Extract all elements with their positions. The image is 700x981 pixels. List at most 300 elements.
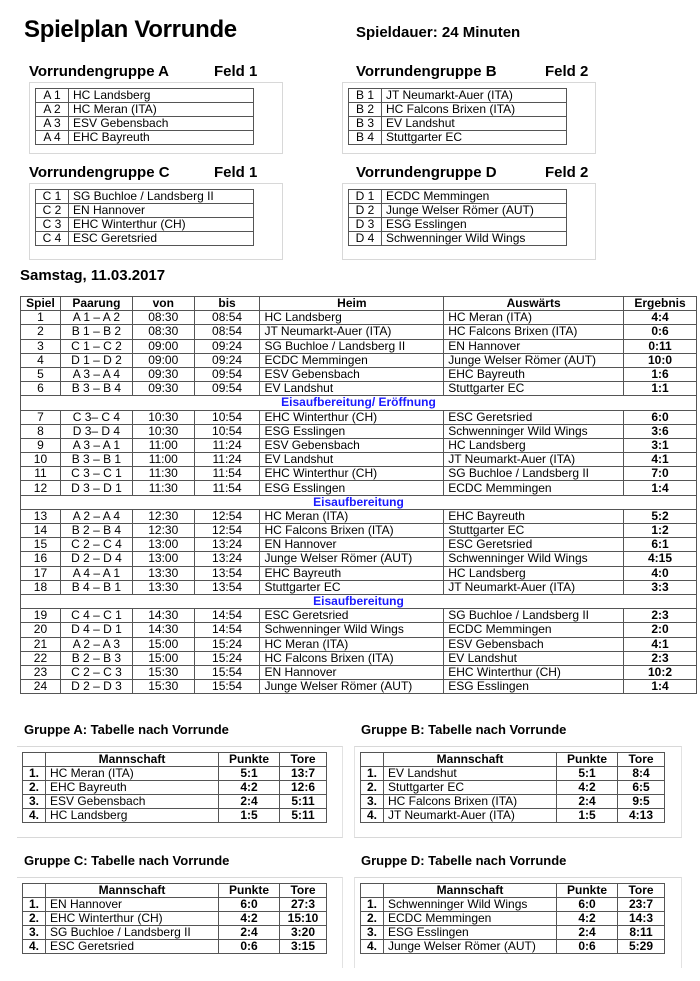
standings-header-row — [361, 753, 665, 767]
team-name: EHC Bayreuth — [69, 131, 254, 145]
group-d-box — [342, 183, 596, 260]
team-name: Stuttgarter EC — [382, 131, 567, 145]
game-number: 3 — [21, 339, 61, 353]
rank: 1. — [23, 898, 46, 912]
standings-d-table — [360, 883, 665, 954]
team-code: A 3 — [36, 117, 69, 131]
game-number: 14 — [21, 524, 61, 538]
standings-row — [361, 912, 665, 926]
group-team-row — [36, 232, 254, 246]
points: 2:4 — [557, 795, 618, 809]
goals: 5:11 — [280, 795, 327, 809]
col-header-position — [23, 884, 46, 898]
game-row — [21, 609, 697, 623]
col-header-goals: Tore — [618, 753, 665, 767]
end-time: 09:24 — [194, 339, 260, 353]
end-time: 12:54 — [194, 524, 260, 538]
away-team: EHC Winterthur (CH) — [444, 665, 624, 679]
home-team: Junge Welser Römer (AUT) — [260, 552, 444, 566]
team-name: SG Buchloe / Landsberg II — [46, 926, 219, 940]
team-name: HC Falcons Brixen (ITA) — [384, 795, 557, 809]
result: 4:1 — [624, 637, 697, 651]
game-number: 8 — [21, 424, 61, 438]
result: 0:11 — [624, 339, 697, 353]
game-row — [21, 325, 697, 339]
away-team: JT Neumarkt-Auer (ITA) — [444, 580, 624, 594]
goals: 4:13 — [618, 809, 665, 823]
end-time: 11:24 — [194, 453, 260, 467]
end-time: 10:54 — [194, 424, 260, 438]
standings-row — [23, 767, 327, 781]
rank: 2. — [23, 781, 46, 795]
rank: 4. — [23, 940, 46, 954]
result: 3:6 — [624, 424, 697, 438]
team-code: D 4 — [349, 232, 382, 246]
start-time: 08:30 — [132, 325, 194, 339]
standings-row — [361, 940, 665, 954]
rank: 3. — [361, 795, 384, 809]
game-number: 9 — [21, 438, 61, 452]
standings-header-row — [361, 884, 665, 898]
team-name: EV Landshut — [382, 117, 567, 131]
game-number: 21 — [21, 637, 61, 651]
game-number: 6 — [21, 382, 61, 396]
pairing: A 2 – A 3 — [60, 637, 132, 651]
group-team-row — [36, 103, 254, 117]
pairing: B 1 – B 2 — [60, 325, 132, 339]
end-time: 11:24 — [194, 438, 260, 452]
end-time: 13:24 — [194, 538, 260, 552]
start-time: 10:30 — [132, 424, 194, 438]
start-time: 09:30 — [132, 382, 194, 396]
break-row — [21, 495, 697, 509]
result: 10:2 — [624, 665, 697, 679]
result: 1:2 — [624, 524, 697, 538]
start-time: 11:30 — [132, 467, 194, 481]
away-team: HC Meran (ITA) — [444, 311, 624, 325]
home-team: HC Falcons Brixen (ITA) — [260, 524, 444, 538]
team-code: C 4 — [36, 232, 69, 246]
team-code: A 2 — [36, 103, 69, 117]
result: 4:0 — [624, 566, 697, 580]
start-time: 13:00 — [132, 538, 194, 552]
group-team-row — [349, 117, 567, 131]
rank: 4. — [361, 940, 384, 954]
group-c-field: Feld 1 — [214, 164, 258, 181]
end-time: 15:24 — [194, 651, 260, 665]
points: 6:0 — [219, 898, 280, 912]
group-a-heading: Vorrundengruppe A — [29, 63, 169, 80]
group-team-row — [349, 204, 567, 218]
team-name: HC Falcons Brixen (ITA) — [382, 103, 567, 117]
group-a-box — [29, 82, 283, 154]
team-name: ESV Gebensbach — [46, 795, 219, 809]
away-team: SG Buchloe / Landsberg II — [444, 467, 624, 481]
col-header-goals: Tore — [280, 753, 327, 767]
group-d-heading: Vorrundengruppe D — [356, 164, 497, 181]
game-row — [21, 680, 697, 694]
points: 2:4 — [557, 926, 618, 940]
start-time: 12:30 — [132, 509, 194, 523]
group-team-row — [349, 131, 567, 145]
break-row — [21, 396, 697, 410]
team-code: D 2 — [349, 204, 382, 218]
away-team: ESC Geretsried — [444, 410, 624, 424]
end-time: 14:54 — [194, 609, 260, 623]
result: 1:6 — [624, 367, 697, 381]
home-team: Stuttgarter EC — [260, 580, 444, 594]
result: 2:3 — [624, 651, 697, 665]
goals: 13:7 — [280, 767, 327, 781]
break-label: Eisaufbereitung — [21, 495, 697, 509]
team-name: EN Hannover — [69, 204, 254, 218]
start-time: 15:00 — [132, 637, 194, 651]
result: 10:0 — [624, 353, 697, 367]
result: 1:4 — [624, 680, 697, 694]
home-team: EHC Bayreuth — [260, 566, 444, 580]
game-row — [21, 311, 697, 325]
game-row — [21, 424, 697, 438]
team-name: ECDC Memmingen — [382, 190, 567, 204]
rank: 1. — [23, 767, 46, 781]
home-team: HC Meran (ITA) — [260, 509, 444, 523]
pairing: A 3 – A 4 — [60, 367, 132, 381]
game-row — [21, 651, 697, 665]
standings-a-title: Gruppe A: Tabelle nach Vorrunde — [24, 722, 229, 737]
pairing: D 2 – D 3 — [60, 680, 132, 694]
away-team: HC Falcons Brixen (ITA) — [444, 325, 624, 339]
team-name: HC Meran (ITA) — [46, 767, 219, 781]
game-number: 23 — [21, 665, 61, 679]
game-number: 1 — [21, 311, 61, 325]
result: 6:1 — [624, 538, 697, 552]
away-team: ESC Geretsried — [444, 538, 624, 552]
team-name: EHC Winterthur (CH) — [46, 912, 219, 926]
group-team-row — [349, 103, 567, 117]
game-number: 15 — [21, 538, 61, 552]
points: 6:0 — [557, 898, 618, 912]
team-name: ESC Geretsried — [69, 232, 254, 246]
break-label: Eisaufbereitung — [21, 594, 697, 608]
game-number: 5 — [21, 367, 61, 381]
away-team: EV Landshut — [444, 651, 624, 665]
game-number: 22 — [21, 651, 61, 665]
game-row — [21, 410, 697, 424]
game-number: 20 — [21, 623, 61, 637]
start-time: 11:30 — [132, 481, 194, 495]
col-header-ergebnis: Ergebnis — [624, 297, 697, 311]
standings-row — [23, 898, 327, 912]
result: 3:3 — [624, 580, 697, 594]
result: 6:0 — [624, 410, 697, 424]
rank: 4. — [23, 809, 46, 823]
game-number: 19 — [21, 609, 61, 623]
goals: 14:3 — [618, 912, 665, 926]
end-time: 13:24 — [194, 552, 260, 566]
goals: 3:15 — [280, 940, 327, 954]
standings-row — [361, 767, 665, 781]
points: 5:1 — [219, 767, 280, 781]
group-team-row — [349, 190, 567, 204]
result: 3:1 — [624, 438, 697, 452]
goals: 8:11 — [618, 926, 665, 940]
group-team-row — [36, 131, 254, 145]
start-time: 14:30 — [132, 609, 194, 623]
group-b-field: Feld 2 — [545, 63, 589, 80]
game-row — [21, 623, 697, 637]
team-name: EHC Winterthur (CH) — [69, 218, 254, 232]
result: 7:0 — [624, 467, 697, 481]
away-team: ECDC Memmingen — [444, 481, 624, 495]
end-time: 15:24 — [194, 637, 260, 651]
game-row — [21, 580, 697, 594]
standings-header-row — [23, 884, 327, 898]
pairing: D 4 – D 1 — [60, 623, 132, 637]
game-row — [21, 566, 697, 580]
game-number: 4 — [21, 353, 61, 367]
game-number: 16 — [21, 552, 61, 566]
rank: 1. — [361, 767, 384, 781]
away-team: Schwenninger Wild Wings — [444, 552, 624, 566]
result: 1:1 — [624, 382, 697, 396]
rank: 4. — [361, 809, 384, 823]
col-header-spiel: Spiel — [21, 297, 61, 311]
standings-row — [23, 809, 327, 823]
col-header-position — [361, 753, 384, 767]
break-row — [21, 594, 697, 608]
team-name: JT Neumarkt-Auer (ITA) — [384, 809, 557, 823]
standings-c-table — [22, 883, 327, 954]
pairing: B 2 – B 3 — [60, 651, 132, 665]
standings-row — [23, 926, 327, 940]
pairing: C 2 – C 3 — [60, 665, 132, 679]
away-team: HC Landsberg — [444, 438, 624, 452]
team-name: ESV Gebensbach — [69, 117, 254, 131]
start-time: 09:30 — [132, 367, 194, 381]
home-team: EV Landshut — [260, 382, 444, 396]
points: 5:1 — [557, 767, 618, 781]
home-team: HC Meran (ITA) — [260, 637, 444, 651]
end-time: 09:54 — [194, 367, 260, 381]
home-team: ESV Gebensbach — [260, 367, 444, 381]
team-name: Junge Welser Römer (AUT) — [382, 204, 567, 218]
points: 1:5 — [557, 809, 618, 823]
start-time: 08:30 — [132, 311, 194, 325]
result: 5:2 — [624, 509, 697, 523]
team-name: HC Landsberg — [46, 809, 219, 823]
points: 4:2 — [557, 781, 618, 795]
result: 4:4 — [624, 311, 697, 325]
end-time: 08:54 — [194, 325, 260, 339]
points: 2:4 — [219, 926, 280, 940]
home-team: EHC Winterthur (CH) — [260, 410, 444, 424]
team-name: Stuttgarter EC — [384, 781, 557, 795]
col-header-team: Mannschaft — [46, 884, 219, 898]
home-team: ECDC Memmingen — [260, 353, 444, 367]
pairing: A 4 – A 1 — [60, 566, 132, 580]
rank: 3. — [23, 926, 46, 940]
game-row — [21, 367, 697, 381]
game-row — [21, 467, 697, 481]
rank: 2. — [361, 912, 384, 926]
team-code: B 3 — [349, 117, 382, 131]
team-name: EN Hannover — [46, 898, 219, 912]
start-time: 12:30 — [132, 524, 194, 538]
game-row — [21, 637, 697, 651]
away-team: SG Buchloe / Landsberg II — [444, 609, 624, 623]
group-team-row — [36, 117, 254, 131]
col-header-heim: Heim — [260, 297, 444, 311]
pairing: A 2 – A 4 — [60, 509, 132, 523]
game-number: 7 — [21, 410, 61, 424]
end-time: 08:54 — [194, 311, 260, 325]
start-time: 09:00 — [132, 339, 194, 353]
goals: 6:5 — [618, 781, 665, 795]
standings-row — [23, 940, 327, 954]
goals: 27:3 — [280, 898, 327, 912]
points: 4:2 — [219, 781, 280, 795]
pairing: B 3 – B 1 — [60, 453, 132, 467]
game-duration: Spieldauer: 24 Minuten — [356, 24, 521, 41]
rank: 3. — [361, 926, 384, 940]
group-team-row — [349, 232, 567, 246]
game-number: 13 — [21, 509, 61, 523]
home-team: Schwenninger Wild Wings — [260, 623, 444, 637]
standings-b-table — [360, 752, 665, 823]
start-time: 13:00 — [132, 552, 194, 566]
goals: 15:10 — [280, 912, 327, 926]
end-time: 10:54 — [194, 410, 260, 424]
goals: 23:7 — [618, 898, 665, 912]
end-time: 11:54 — [194, 481, 260, 495]
points: 1:5 — [219, 809, 280, 823]
pairing: C 4 – C 1 — [60, 609, 132, 623]
away-team: ESG Esslingen — [444, 680, 624, 694]
col-header-points: Punkte — [557, 884, 618, 898]
goals: 5:11 — [280, 809, 327, 823]
game-number: 2 — [21, 325, 61, 339]
game-row — [21, 453, 697, 467]
home-team: HC Falcons Brixen (ITA) — [260, 651, 444, 665]
group-team-row — [36, 204, 254, 218]
col-header-bis: bis — [194, 297, 260, 311]
away-team: Schwenninger Wild Wings — [444, 424, 624, 438]
result: 2:0 — [624, 623, 697, 637]
group-a-table — [35, 88, 254, 145]
pairing: D 2 – D 4 — [60, 552, 132, 566]
team-code: C 1 — [36, 190, 69, 204]
game-number: 10 — [21, 453, 61, 467]
col-header-goals: Tore — [618, 884, 665, 898]
home-team: JT Neumarkt-Auer (ITA) — [260, 325, 444, 339]
group-b-box — [342, 82, 596, 154]
col-header-paarung: Paarung — [60, 297, 132, 311]
team-name: ESG Esslingen — [382, 218, 567, 232]
goals: 9:5 — [618, 795, 665, 809]
end-time: 15:54 — [194, 680, 260, 694]
game-row — [21, 339, 697, 353]
start-time: 10:30 — [132, 410, 194, 424]
team-name: EV Landshut — [384, 767, 557, 781]
schedule-table — [20, 296, 697, 694]
end-time: 15:54 — [194, 665, 260, 679]
end-time: 13:54 — [194, 566, 260, 580]
goals: 3:20 — [280, 926, 327, 940]
home-team: EHC Winterthur (CH) — [260, 467, 444, 481]
away-team: JT Neumarkt-Auer (ITA) — [444, 453, 624, 467]
team-name: ECDC Memmingen — [384, 912, 557, 926]
end-time: 11:54 — [194, 467, 260, 481]
col-header-points: Punkte — [557, 753, 618, 767]
away-team: EN Hannover — [444, 339, 624, 353]
group-team-row — [36, 190, 254, 204]
home-team: SG Buchloe / Landsberg II — [260, 339, 444, 353]
team-code: D 1 — [349, 190, 382, 204]
away-team: Junge Welser Römer (AUT) — [444, 353, 624, 367]
team-name: Schwenninger Wild Wings — [382, 232, 567, 246]
break-label: Eisaufbereitung/ Eröffnung — [21, 396, 697, 410]
start-time: 11:00 — [132, 438, 194, 452]
standings-header-row — [23, 753, 327, 767]
game-row — [21, 524, 697, 538]
col-header-position — [23, 753, 46, 767]
game-row — [21, 552, 697, 566]
game-row — [21, 538, 697, 552]
standings-row — [361, 795, 665, 809]
col-header-auswaerts: Auswärts — [444, 297, 624, 311]
result: 4:15 — [624, 552, 697, 566]
result: 4:1 — [624, 453, 697, 467]
start-time: 15:00 — [132, 651, 194, 665]
result: 0:6 — [624, 325, 697, 339]
pairing: C 3 – C 1 — [60, 467, 132, 481]
pairing: D 3 – D 1 — [60, 481, 132, 495]
away-team: ECDC Memmingen — [444, 623, 624, 637]
away-team: Stuttgarter EC — [444, 382, 624, 396]
group-d-field: Feld 2 — [545, 164, 589, 181]
pairing: B 4 – B 1 — [60, 580, 132, 594]
start-time: 13:30 — [132, 566, 194, 580]
schedule-header-row — [21, 297, 697, 311]
start-time: 09:00 — [132, 353, 194, 367]
rank: 1. — [361, 898, 384, 912]
game-number: 18 — [21, 580, 61, 594]
end-time: 09:54 — [194, 382, 260, 396]
team-code: D 3 — [349, 218, 382, 232]
end-time: 13:54 — [194, 580, 260, 594]
home-team: ESC Geretsried — [260, 609, 444, 623]
points: 0:6 — [219, 940, 280, 954]
standings-b-title: Gruppe B: Tabelle nach Vorrunde — [361, 722, 567, 737]
home-team: ESG Esslingen — [260, 481, 444, 495]
pairing: A 3 – A 1 — [60, 438, 132, 452]
pairing: A 1 – A 2 — [60, 311, 132, 325]
start-time: 14:30 — [132, 623, 194, 637]
goals: 8:4 — [618, 767, 665, 781]
end-time: 12:54 — [194, 509, 260, 523]
team-name: Junge Welser Römer (AUT) — [384, 940, 557, 954]
points: 2:4 — [219, 795, 280, 809]
points: 4:2 — [219, 912, 280, 926]
standings-row — [23, 912, 327, 926]
team-name: HC Meran (ITA) — [69, 103, 254, 117]
end-time: 09:24 — [194, 353, 260, 367]
start-time: 15:30 — [132, 665, 194, 679]
team-code: C 3 — [36, 218, 69, 232]
away-team: ESV Gebensbach — [444, 637, 624, 651]
away-team: EHC Bayreuth — [444, 509, 624, 523]
start-time: 11:00 — [132, 453, 194, 467]
